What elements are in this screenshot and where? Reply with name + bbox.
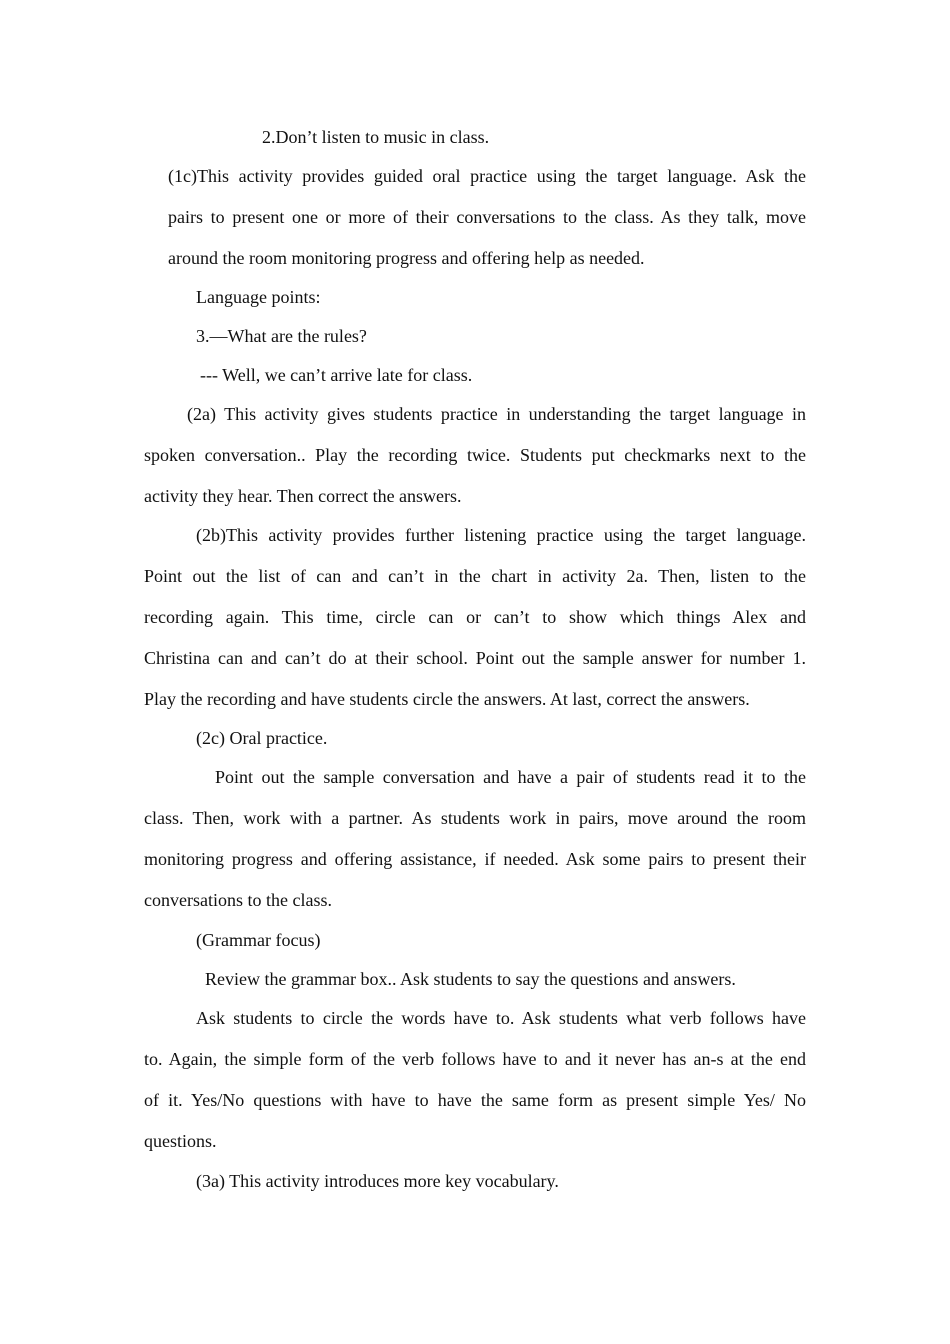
grammar-focus-line-2: Ask students to circle the words have to. Ask students what verb follows have [196, 1008, 806, 1028]
grammar-focus-line-3: to. Again, the simple form of the verb follows have to and it never has an-s at the end [144, 1049, 806, 1069]
activity-2b-line-5: Play the recording and have students circle the answers. At last, correct the answers. [144, 689, 750, 709]
activity-2b-line-4: Christina can and can’t do at their school. Point out the sample answer for number 1. [144, 648, 806, 668]
grammar-focus-heading: (Grammar focus) [196, 930, 321, 950]
language-point-question: 3.—What are the rules? [196, 326, 367, 346]
activity-2c-line-3: monitoring progress and offering assistance, if needed. Ask some pairs to present their [144, 849, 806, 869]
activity-2a-line-1: (2a) This activity gives students practice in understanding the target language in [187, 404, 806, 424]
rule-item-2: 2.Don’t listen to music in class. [262, 127, 490, 147]
activity-2a-line-2: spoken conversation.. Play the recording twice. Students put checkmarks next to the [144, 445, 806, 465]
activity-1c-line-1: (1c)This activity provides guided oral practice using the target language. Ask the [168, 166, 806, 186]
grammar-focus-line-4: of it. Yes/No questions with have to have the same form as present simple Yes/ No [144, 1090, 806, 1110]
activity-1c-line-3: around the room monitoring progress and offering help as needed. [168, 248, 645, 268]
activity-2c-line-1: Point out the sample conversation and have a pair of students read it to the [215, 767, 806, 787]
activity-3a-line-1: (3a) This activity introduces more key vocabulary. [196, 1171, 559, 1191]
activity-2b-line-2: Point out the list of can and can’t in the chart in activity 2a. Then, listen to the [144, 566, 806, 586]
activity-2b-line-3: recording again. This time, circle can or can’t to show which things Alex and [144, 607, 806, 627]
language-points-heading: Language points: [196, 287, 321, 307]
activity-2c-line-2: class. Then, work with a partner. As students work in pairs, move around the room [144, 808, 806, 828]
grammar-focus-line-1: Review the grammar box.. Ask students to say the questions and answers. [205, 969, 736, 989]
grammar-focus-line-5: questions. [144, 1131, 217, 1151]
language-point-answer: --- Well, we can’t arrive late for class. [200, 365, 473, 385]
activity-2c-line-4: conversations to the class. [144, 890, 332, 910]
activity-2a-line-3: activity they hear. Then correct the answers. [144, 486, 462, 506]
activity-2c-heading: (2c) Oral practice. [196, 728, 328, 748]
activity-2b-line-1: (2b)This activity provides further listening practice using the target language. [196, 525, 806, 545]
activity-1c-line-2: pairs to present one or more of their conversations to the class. As they talk, move [168, 207, 806, 227]
